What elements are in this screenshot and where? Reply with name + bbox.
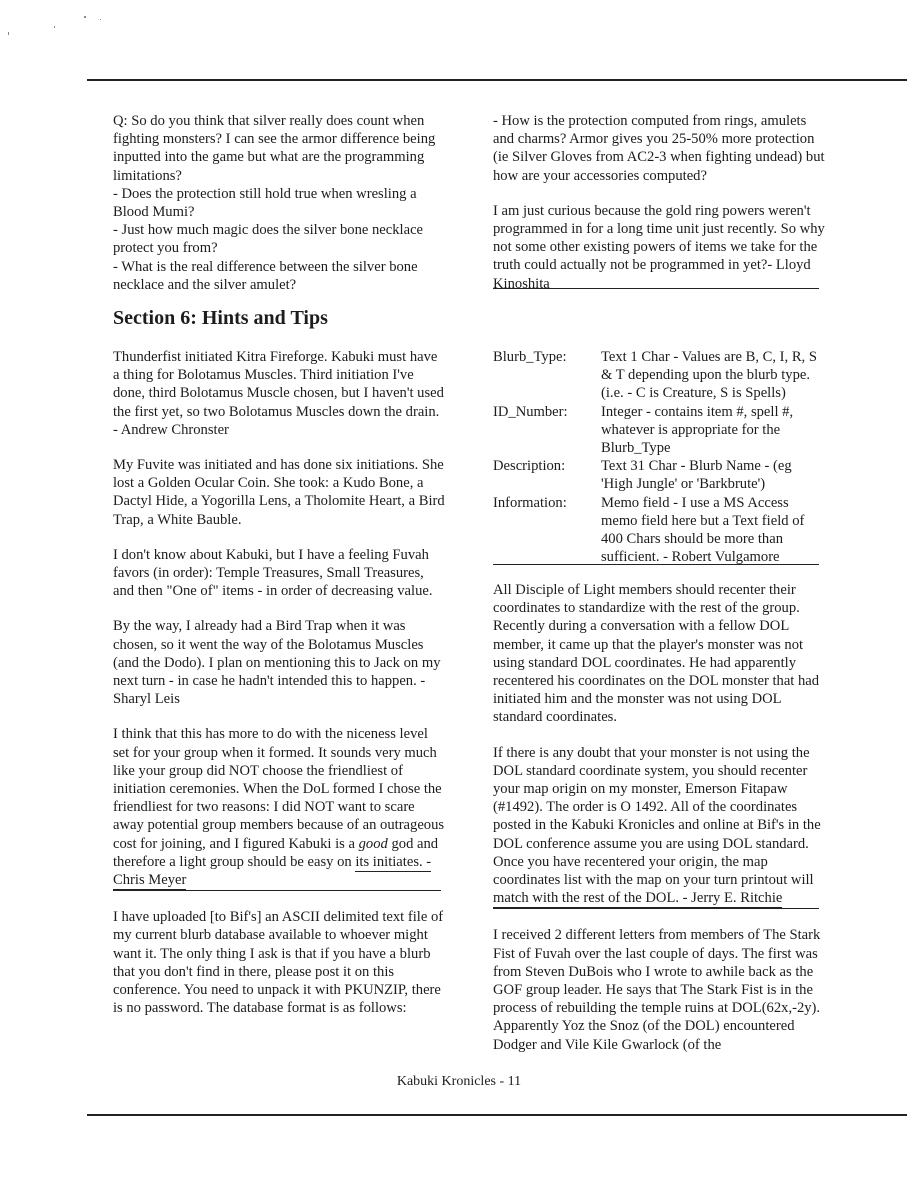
table-value: Text 31 Char - Blurb Name - (eg 'High Jungle' or 'Barkbrute') [601, 458, 792, 493]
letter-paragraph: I received 2 different letters from members of The Stark Fist of Fuvah over the last couple of days. The first was from Steven DuBois who I wrote to awhile back as the GOF group leader. He says that The Stark Fist is in the process of rebuilding the temple ruins at DOL(62x,-2y). Apparently Yoz the Snoz (of the DOL) encountered Dodger and Vile Kile Gwarlock (of the [493, 927, 821, 1053]
qa-question: I am just curious because the gold ring powers weren't programmed in for a long time unit just recently. So why not some other existing powers of items we take for the truth could actually not be programmed in yet?- Lloyd Kinoshita [493, 202, 825, 292]
section-title: Section 6: Hints and Tips [113, 307, 328, 329]
qa-question: - What is the real difference between the silver bone necklace and the silver amulet? [113, 258, 418, 293]
letter-paragraph: All Disciple of Light members should recenter their coordinates to standardize with the rest of the group. Recently during a conversation with a fellow DOL member, it came up that the player's monster was not using standard DOL coordinates. He had apparently recentered his coordinates on the DOL monster that had initiated him and the monster was not using DOL standard coordinates. [493, 582, 820, 726]
letter-paragraph: Thunderfist initiated Kitra Fireforge. Kabuki must have a thing for Bolotamus Muscles. Third initiation I've done, third Bolotamus Muscle chosen, but I haven't used the first yet, so two Bolotamus Muscles down the drain. - Andrew Chronster [113, 349, 444, 438]
table-key: ID_Number: [493, 403, 568, 420]
qa-question: - Does the protection still hold true when wresling a Blood Mumi? [113, 185, 417, 221]
letter-paragraph: I have uploaded [to Bif's] an ASCII delimited text file of my current blurb database available to whoever might want it. The only thing I ask is that if you have a blurb that you don't find in there, please post it on this conference. You need to unpack it with PKUNZIP, there is no password. The database format is as follows: [113, 909, 444, 1017]
header-rule [87, 79, 907, 81]
left-column [113, 348, 445, 1018]
qa-question: Q: So do you think that silver really does count when fighting monsters? I can see the armor difference being inputted into the game but what are the programming limitations? [113, 113, 436, 184]
letter-paragraph [493, 744, 825, 908]
paragraph-text: its initiates. - Chris Meyer [113, 853, 432, 889]
letter-paragraph: By the way, I already had a Bird Trap when it was chosen, so it went the way of the Bolotamus Muscles (and the Dodo). I plan on mentioning this to Jack on my next turn - in case he hadn't intended this to happen. - Sharyl Leis [113, 618, 441, 708]
table-divider-rule [493, 564, 819, 565]
database-format-table [493, 348, 823, 566]
table-value: Text 1 Char - Values are B, C, I, R, S & T depending upon the blurb type. (i.e. - C is Creature, S is Spells) [601, 349, 817, 402]
table-key: Blurb_Type: [493, 349, 567, 365]
scan-speck [84, 16, 86, 18]
letter-paragraph: I don't know about Kabuki, but I have a feeling Fuvah favors (in order): Temple Treasures, Small Treasures, and then "One of" items - in order of decreasing value. [113, 546, 433, 600]
table-key: Description: [493, 458, 566, 475]
footer-rule [87, 1114, 907, 1116]
paragraph-text: match with the rest of the DOL. - Jerry E. Ritchie [493, 890, 783, 907]
qa-left-column [113, 112, 448, 294]
table-row [493, 494, 823, 567]
paragraph-text: I think that this has more to do with the niceness level set for your group when it formed. It sounds very much like your group did NOT choose the friendliest of initiation ceremonies. When the DoL formed I chose the friendliest for two reasons: I did NOT want to scare away potential group members because of an outrageous cost for joining, and I figured Kabuki is a [113, 726, 445, 852]
page-footer: Kabuki Kronicles - 11 [396, 1074, 522, 1089]
table-key: Information: [493, 494, 567, 511]
qa-divider-rule [493, 288, 819, 289]
qa-question: - Just how much magic does the silver bone necklace protect you from? [113, 222, 424, 257]
paragraph-text: god and therefore a light group should be easy on [113, 835, 439, 870]
scan-speck [54, 26, 55, 28]
scan-speck [100, 19, 101, 20]
qa-question: - How is the protection computed from rings, amulets and charms? Armor gives you 25-50% more protection (ie Silver Gloves from AC2-3 when fighting undead) but how are your accessories computed? [493, 113, 825, 184]
scan-speck [8, 32, 9, 35]
table-value: Integer - contains item #, spell #, whatever is appropriate for the Blurb_Type [601, 403, 794, 457]
table-row [493, 403, 823, 458]
qa-right-column [493, 112, 825, 293]
emphasis-text: good [358, 835, 388, 852]
table-row [493, 348, 823, 403]
letter-paragraph: My Fuvite was initiated and has done six initiations. She lost a Golden Ocular Coin. She took: a Kudo Bone, a Dactyl Hide, a Yogorilla Lens, a Tholomite Heart, a Bird Trap, a White Bauble. [113, 457, 445, 528]
right-column [493, 581, 825, 1054]
table-row [493, 457, 823, 493]
letter-paragraph [113, 725, 445, 889]
paragraph-text: If there is any doubt that your monster is not using the DOL standard coordinate system, you should recenter your map origin on my monster, Emerson Fitapaw (#1492). The order is O 1492. All of the coordinates posted in the Kabuki Kronicles and online at Bif's in the DOL conference assume you are using DOL standard. Once you have recentered your origin, the map coordinates list with the map on your turn printout will [493, 744, 821, 889]
table-value: Memo field - I use a MS Access memo field here but a Text field of 400 Chars should be more than sufficient. - Robert Vulgamore [601, 494, 805, 566]
